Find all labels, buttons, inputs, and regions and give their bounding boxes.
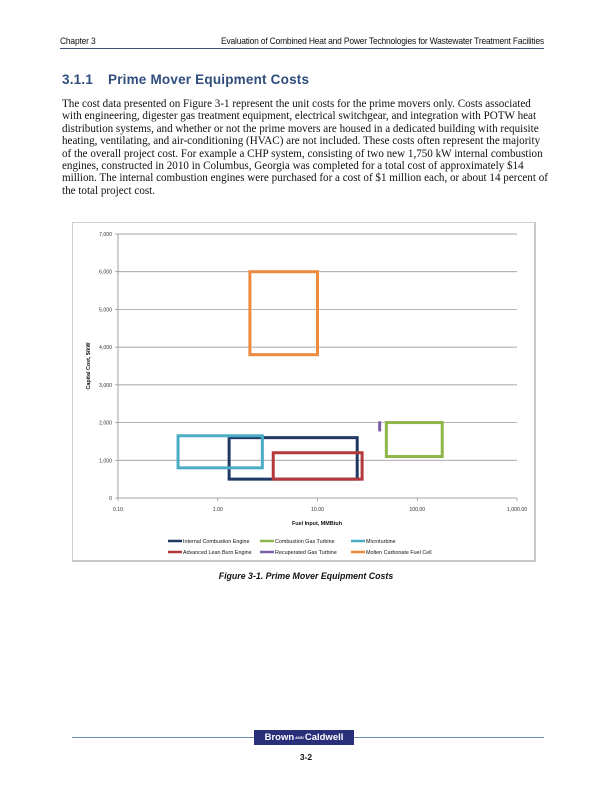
y-tick-label: 5,000 (99, 307, 112, 314)
x-tick-label: 1,000.00 (506, 507, 528, 513)
microturbine-range-box (178, 436, 262, 468)
y-axis-label: Capital Cost, $/kW (86, 342, 92, 390)
logo-and: AND (295, 735, 304, 740)
molten-carbonate-fuel-cell-range-box (250, 272, 318, 355)
x-tick-label: 1.00 (212, 507, 223, 513)
legend-label: Combustion Gas Turbine (275, 539, 335, 545)
legend-label: Microturbine (366, 539, 396, 545)
x-tick-label: 0.10 (112, 507, 124, 513)
internal-combustion-engine-range-box (229, 438, 357, 479)
logo-brown: Brown (264, 732, 295, 744)
y-tick-label: 4,000 (99, 345, 112, 352)
y-tick-label: 6,000 (99, 269, 112, 276)
y-tick-label: 7,000 (99, 232, 112, 238)
legend-label: Internal Combustion Engine (183, 539, 250, 545)
series-boxes (178, 272, 442, 479)
section-number: 3.1.1 (62, 72, 94, 87)
x-tick-label: 10.00 (311, 507, 324, 513)
company-logo (254, 730, 354, 745)
legend-label: Advanced Lean Burn Engine (183, 550, 252, 556)
page-number: 3-2 (299, 752, 313, 762)
section-title: Prime Mover Equipment Costs (108, 72, 310, 87)
y-tick-label: 1,000 (99, 458, 112, 465)
report-title: Evaluation of Combined Heat and Power Technologies for Wastewater Treatment Facilities (221, 36, 544, 46)
x-tick-labels (113, 507, 527, 513)
combustion-gas-turbine-range-box (386, 423, 442, 457)
advanced-lean-burn-engine-range-box (273, 453, 362, 479)
logo-caldwell: Caldwell (304, 732, 344, 744)
y-tick-labels (99, 232, 112, 502)
legend-label: Molten Carbonate Fuel Cell (366, 550, 432, 556)
chapter-label: Chapter 3 (60, 36, 96, 46)
y-tick-label: 2,000 (99, 420, 112, 427)
legend (168, 539, 432, 556)
x-axis-label: Fuel Input, MMBtuh (291, 521, 343, 527)
x-tick-label: 100.00 (409, 507, 426, 513)
y-tick-label: 3,000 (99, 382, 112, 389)
body-paragraph: The cost data presented on Figure 3-1 represent the unit costs for the prime movers only. Costs associated with engineering, digester gas treatment equipment, electrical switchgear, and integration with POTW heat distribution systems, and whether or not the prime movers are housed in a dedicated building with requisite heating, ventilating, and air-conditioning (HVAC) are not included. These costs often represent the majority of the overall project cost. For example a CHP system, consisting of two new 1,750 kW internal combustion engines, constructed in 2010 in Columbus, Georgia was completed for a total cost of approximately $14 million. The internal combustion engines were purchased for a cost of $1 million each, or about 14 percent of the total project cost. (62, 98, 548, 197)
y-tick-label: 0 (109, 496, 112, 502)
figure-caption: Figure 3-1. Prime Mover Equipment Costs (218, 571, 394, 581)
legend-label: Recuperated Gas Turbine (275, 550, 337, 556)
